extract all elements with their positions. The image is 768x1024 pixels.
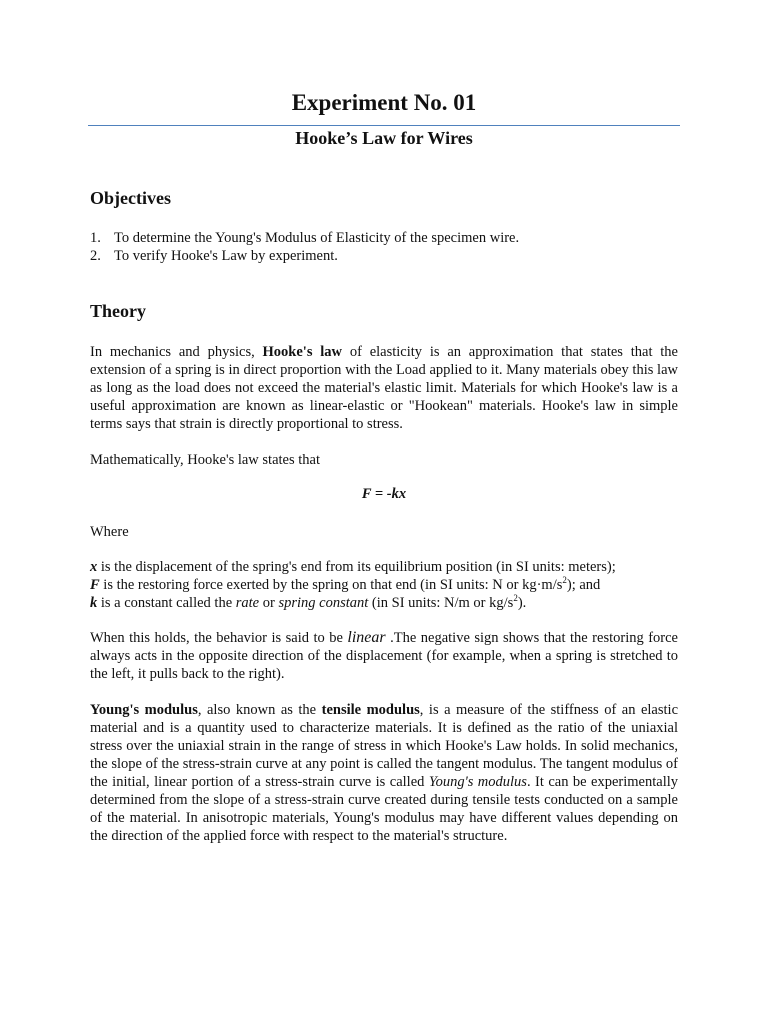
paragraph-text: . It can be experimentally determined from the slope of a stress-strain curve created during tensile tests conducted on a sample of the material. In anisotropic materials, Young's modulus may have different values depending on the direction of the applied force with respect to the material's structure. [90, 774, 679, 844]
definition-x [90, 558, 690, 576]
youngs-modulus-italic: Young's modulus [428, 774, 527, 790]
variable-definitions [90, 558, 690, 612]
spring-constant-term: spring constant [278, 595, 369, 611]
definition-text: ); and [566, 577, 601, 593]
definition-text: (in SI units: N/m or kg/s [368, 595, 514, 611]
list-item-text: To determine the Young's Modulus of Elasticity of the specimen wire. [114, 230, 520, 246]
linear-term: linear [347, 629, 386, 646]
theory-paragraph-linear [90, 629, 678, 683]
definition-text: ). [517, 595, 527, 611]
definition-text: is the restoring force exerted by the spring on that end (in SI units: N or kg·m/s [99, 577, 563, 593]
theory-paragraph-hookes-law [90, 343, 678, 433]
definition-f [90, 576, 690, 594]
definition-text: is a constant called the [97, 595, 236, 611]
definition-k [90, 594, 690, 612]
objectives-heading: Objectives [90, 188, 171, 208]
youngs-modulus-term: Young's modulus [90, 702, 198, 718]
list-item-number: 2. [90, 248, 101, 264]
paragraph-text: , also known as the [197, 702, 322, 718]
symbol-f: F [90, 577, 100, 593]
list-item [90, 247, 680, 265]
theory-paragraph-youngs-modulus [90, 701, 678, 845]
list-item [90, 229, 680, 247]
list-item-number: 1. [90, 230, 101, 246]
tensile-modulus-term: tensile modulus [321, 702, 420, 718]
definition-text: or [259, 595, 279, 611]
symbol-x: x [90, 559, 98, 575]
hookes-law-formula: F = -kx [361, 486, 407, 502]
where-label: Where [90, 524, 129, 540]
rate-term: rate [235, 595, 260, 611]
objectives-list [90, 229, 680, 265]
symbol-k: k [90, 595, 98, 611]
paragraph-text: When this holds, the behavior is said to be [90, 630, 348, 646]
definition-text: is the displacement of the spring's end from its equilibrium position (in SI units: meters); [97, 559, 616, 575]
math-intro-text: Mathematically, Hooke's law states that [90, 452, 320, 468]
paragraph-text: , is a measure of the stiffness of an elastic material and is a quantity used to characterize materials. It is defined as the ratio of the uniaxial stress over the uniaxial strain in the range of stress in which Hooke's Law holds. In solid mechanics, the slope of the stress-strain curve at any point is called the tangent modulus. The tangent modulus of the initial, linear portion of a stress-strain curve is called [90, 702, 679, 790]
paragraph-text: of elasticity is an approximation that states that the extension of a spring is in direct proportion with the Load applied to it. Many materials obey this law as long as the load does not exceed the material's elastic limit. Materials for which Hooke's law is a useful approximation are known as linear-elastic or "Hookean" materials. Hooke's law in simple terms says that strain is directly proportional to stress. [90, 344, 678, 432]
superscript: 2 [513, 593, 518, 604]
document-title: Experiment No. 01 [291, 90, 477, 115]
hookes-law-term: Hooke's law [262, 344, 343, 360]
theory-heading: Theory [90, 301, 146, 321]
paragraph-text: In mechanics and physics, [90, 344, 263, 360]
list-item-text: To verify Hooke's Law by experiment. [114, 248, 338, 264]
paragraph-text: .The negative sign shows that the restoring force always acts in the opposite direction of the displacement (for example, when a spring is stretched to the left, it pulls back to the right). [90, 630, 678, 682]
title-underline [88, 125, 680, 126]
superscript: 2 [562, 575, 567, 586]
document-subtitle: Hooke’s Law for Wires [295, 128, 473, 148]
